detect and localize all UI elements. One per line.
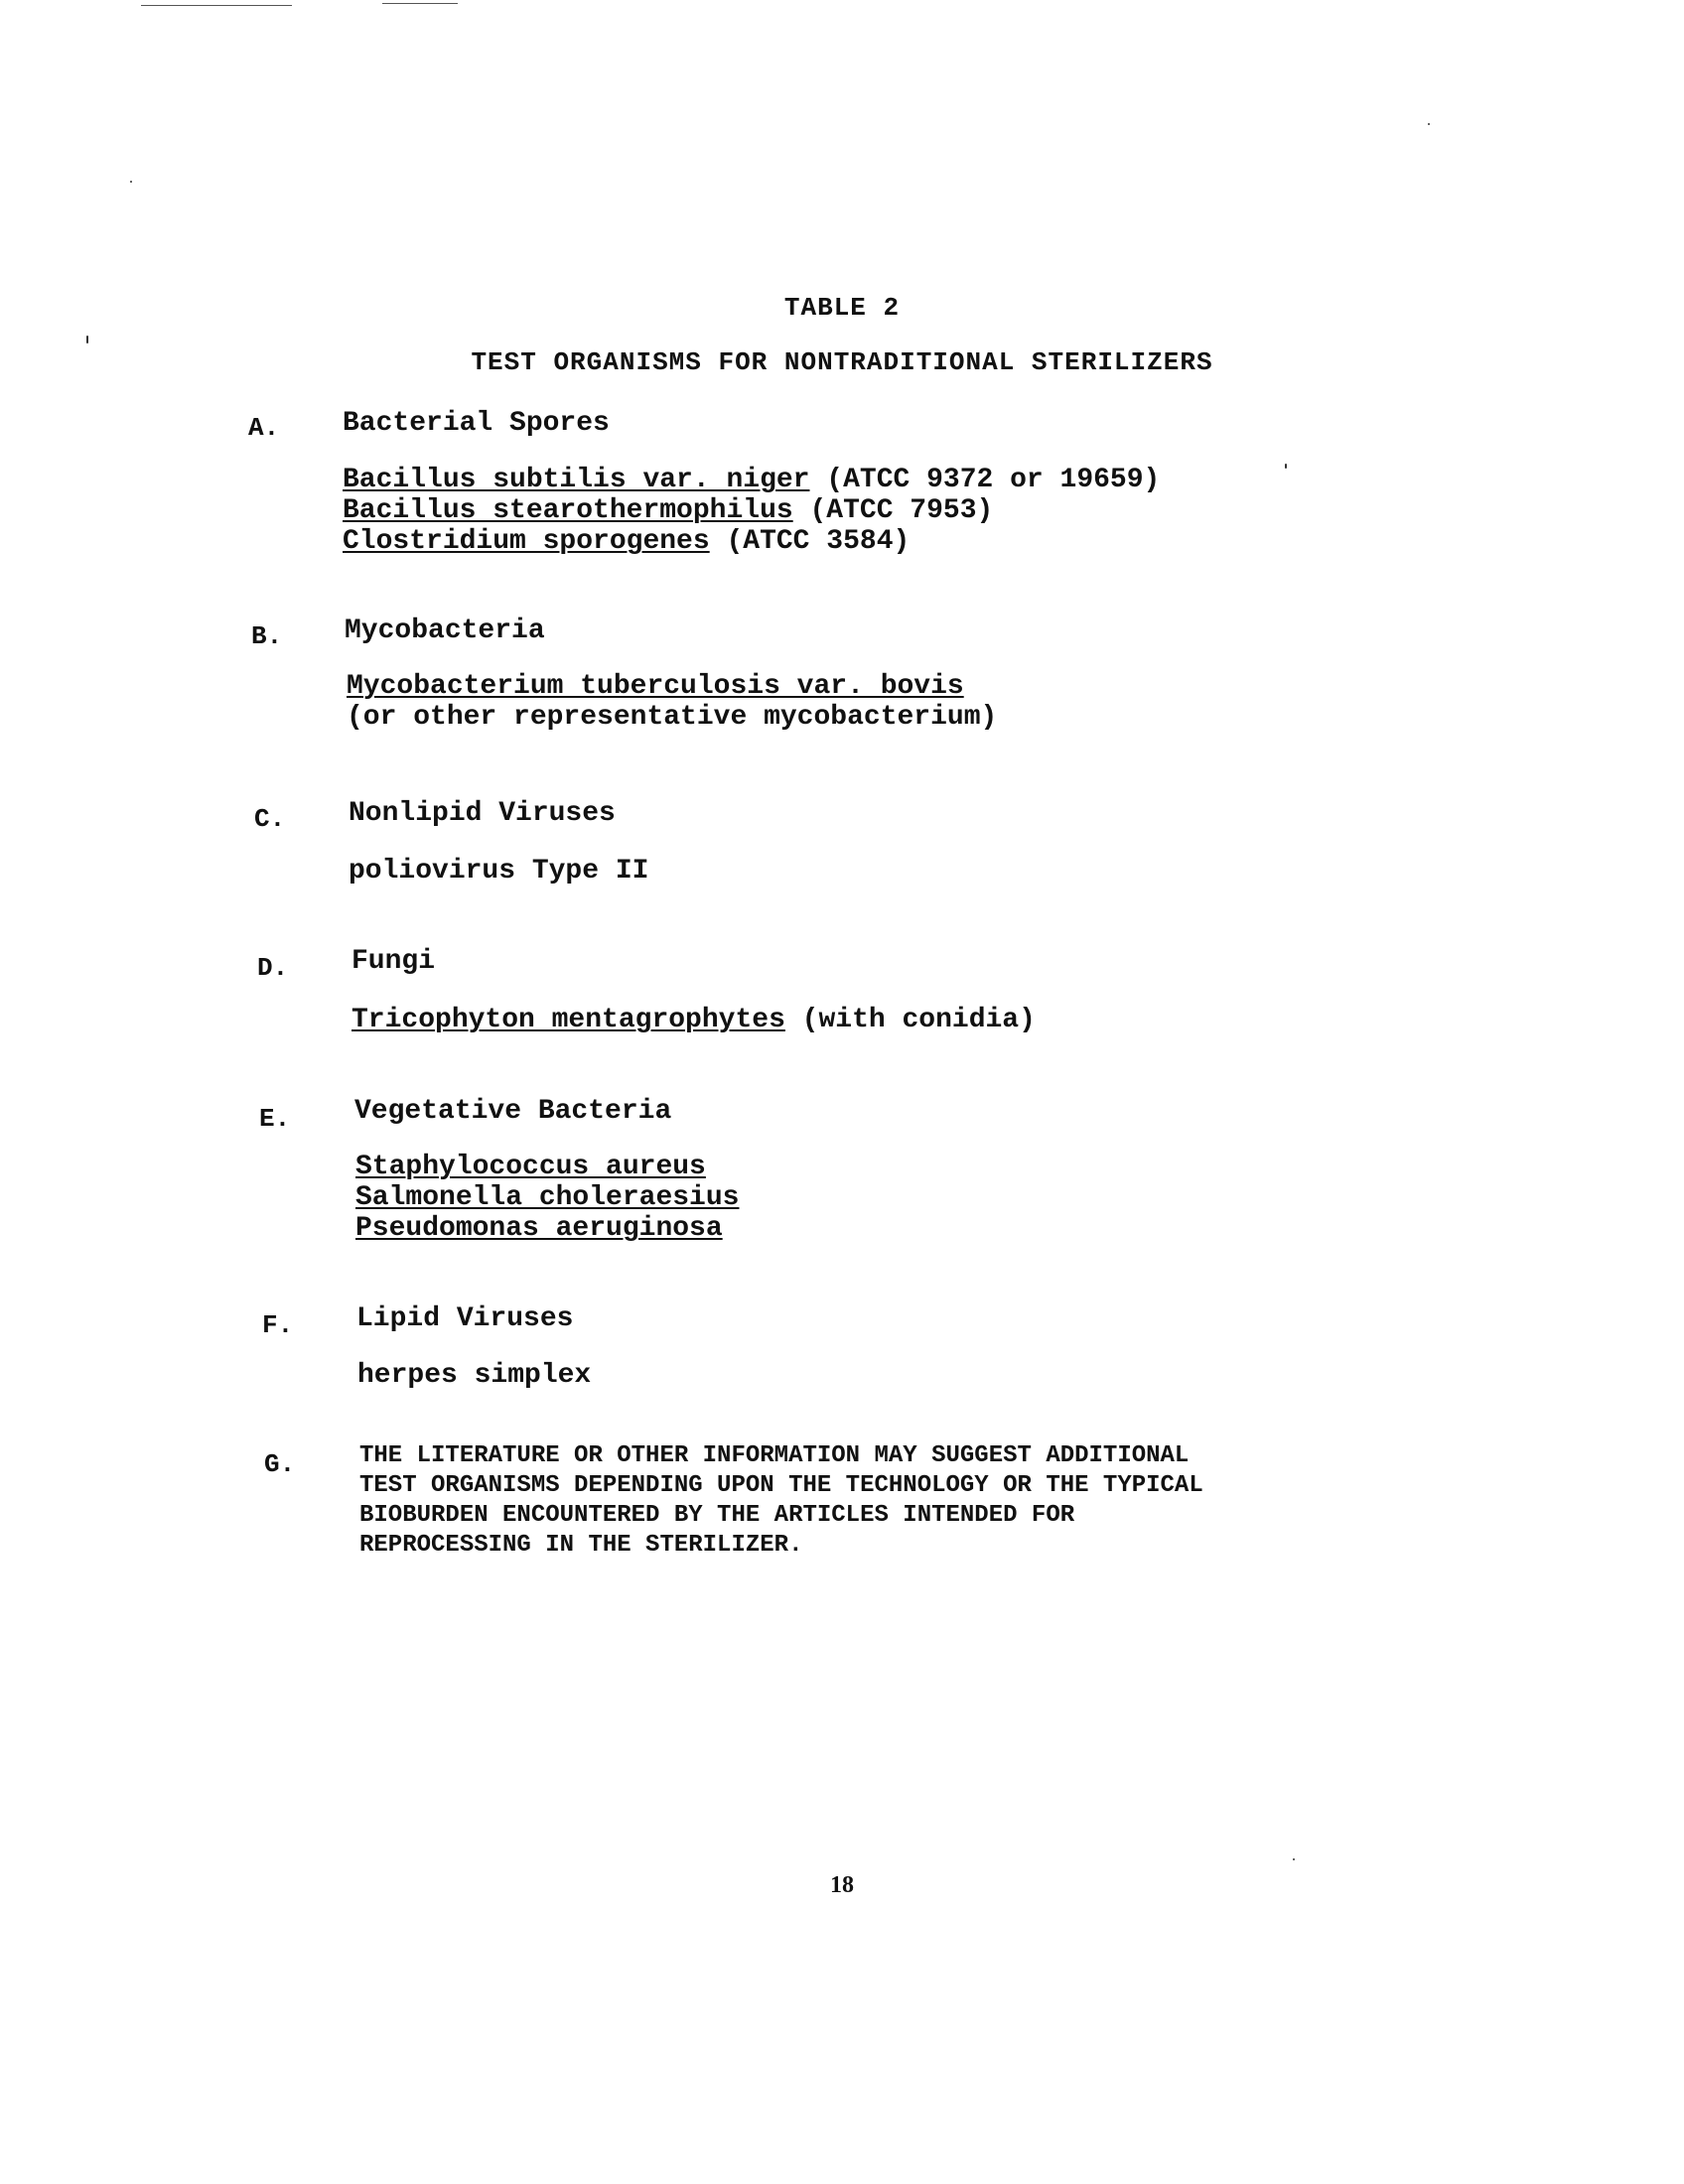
scan-artifact-speck: [86, 336, 88, 343]
section-b-items: [347, 671, 997, 733]
list-item: Staphylococcus aureus: [355, 1152, 706, 1182]
section-d-heading: Fungi: [351, 946, 436, 977]
list-item: Pseudomonas aeruginosa: [355, 1213, 723, 1244]
list-item: poliovirus Type II: [349, 856, 649, 887]
species-name: Bacillus subtilis var. niger: [343, 465, 810, 495]
species-name: Clostridium sporogenes: [343, 526, 710, 557]
scan-artifact-speck: [1285, 464, 1287, 469]
species-name: Bacillus stearothermophilus: [343, 495, 793, 526]
list-item: [343, 465, 1160, 495]
section-f-letter: F.: [262, 1310, 294, 1340]
text-line: BIOBURDEN ENCOUNTERED BY THE ARTICLES INTENDED FOR: [359, 1502, 1075, 1529]
section-d-letter: D.: [257, 953, 289, 983]
list-item: [343, 495, 1160, 526]
section-e-heading: Vegetative Bacteria: [354, 1096, 672, 1127]
section-d-items: [351, 1005, 1036, 1035]
section-c-heading: Nonlipid Viruses: [349, 798, 616, 829]
section-e-letter: E.: [259, 1104, 291, 1134]
scan-artifact-speck: [1428, 123, 1430, 125]
list-item: Salmonella choleraesius: [355, 1182, 740, 1213]
section-g-letter: G.: [264, 1449, 296, 1479]
section-c-letter: C.: [254, 804, 286, 834]
scan-artifact-speck: [130, 181, 132, 183]
text-line: REPROCESSING IN THE STERILIZER.: [359, 1532, 803, 1559]
atcc-note: (ATCC 9372 or 19659): [809, 465, 1161, 495]
text-line: TEST ORGANISMS DEPENDING UPON THE TECHNOLOGY OR THE TYPICAL: [359, 1472, 1203, 1499]
section-f-heading: Lipid Viruses: [356, 1303, 574, 1334]
species-name: Tricophyton mentagrophytes: [351, 1005, 785, 1035]
scan-artifact-speck: [1293, 1858, 1295, 1860]
list-item: [351, 1005, 1036, 1035]
scan-artifact-line: [141, 5, 292, 6]
section-e-items: [355, 1152, 739, 1244]
species-note: (or other representative mycobacterium): [347, 702, 998, 733]
section-f-items: [357, 1360, 591, 1391]
section-b-heading: Mycobacteria: [345, 615, 545, 646]
list-item: herpes simplex: [357, 1360, 592, 1391]
table-label: TABLE 2: [783, 293, 901, 323]
table-title: TEST ORGANISMS FOR NONTRADITIONAL STERILIZERS: [471, 347, 1213, 377]
section-g-text: [359, 1441, 1203, 1561]
list-item: [343, 526, 1160, 557]
section-a-heading: Bacterial Spores: [343, 408, 610, 439]
page-number: 18: [830, 1872, 854, 1898]
section-c-items: [349, 856, 648, 887]
atcc-note: (ATCC 7953): [792, 495, 994, 526]
species-name: Mycobacterium tuberculosis var. bovis: [347, 671, 964, 702]
section-b-letter: B.: [251, 621, 283, 651]
species-note: (with conidia): [784, 1005, 1036, 1035]
section-a-letter: A.: [248, 413, 280, 443]
scan-artifact-line: [382, 3, 458, 4]
section-a-items: [343, 465, 1160, 557]
atcc-note: (ATCC 3584): [709, 526, 911, 557]
text-line: THE LITERATURE OR OTHER INFORMATION MAY SUGGEST ADDITIONAL: [359, 1442, 1190, 1469]
